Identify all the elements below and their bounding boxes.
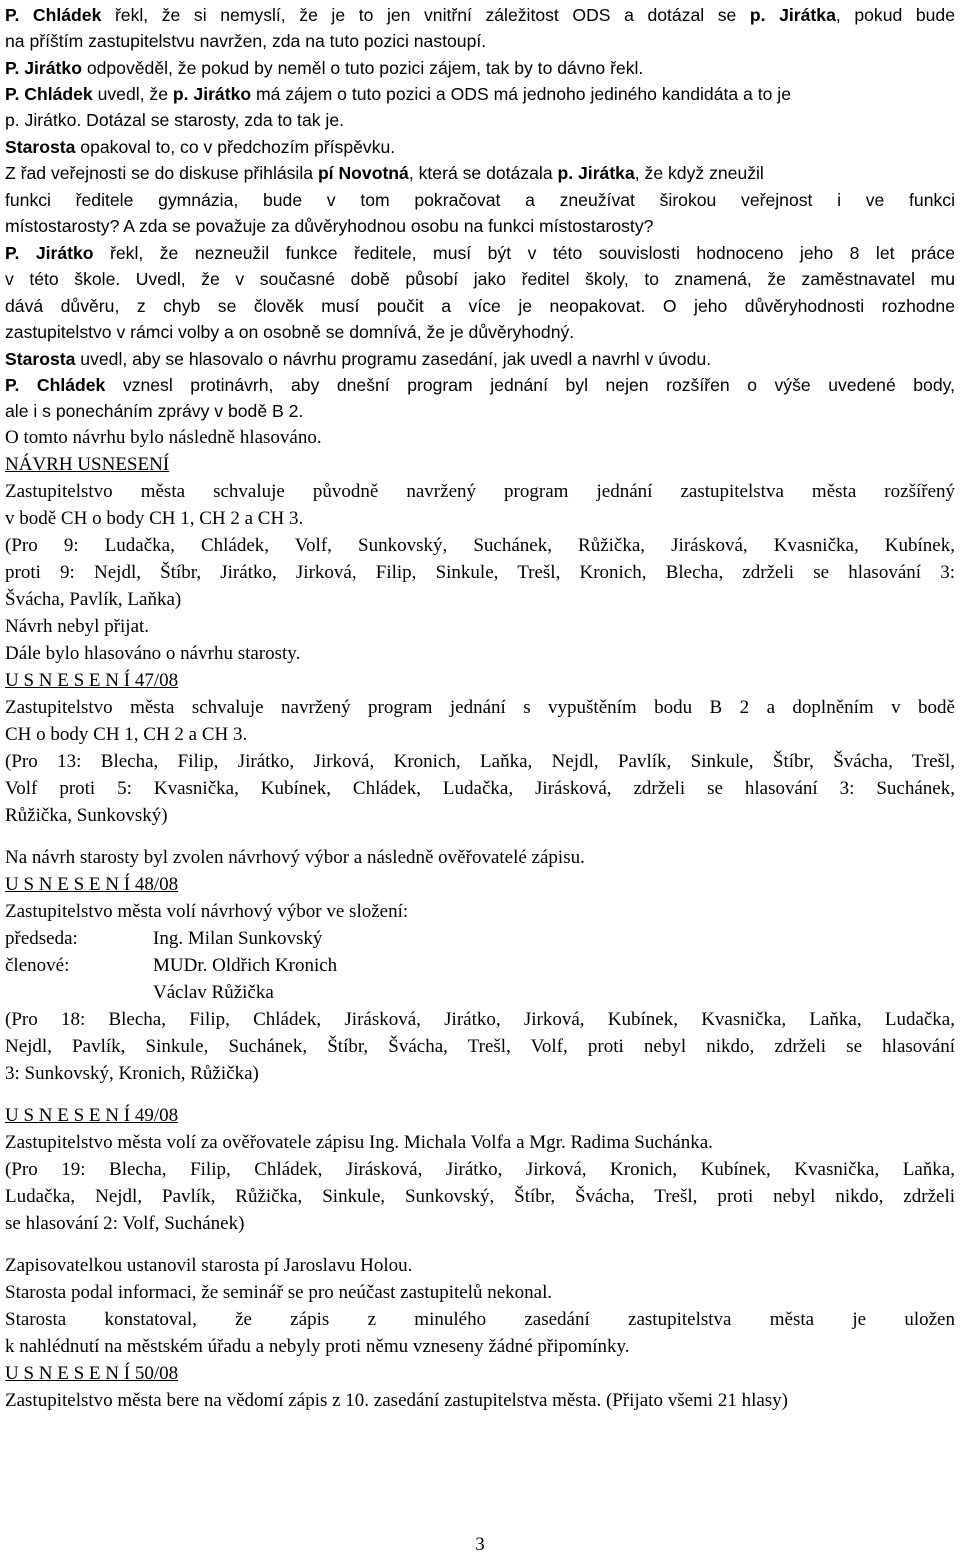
text-run: řekl, že si nemyslí, že je to jen vnitřní záležitost ODS a dotázal se <box>101 5 750 25</box>
text-line <box>5 1305 955 1335</box>
text-run: zastupitelstvo v rámci volby a on osobně se domnívá, že je důvěryhodný. <box>5 322 575 342</box>
text-run: Ludačka, Nejdl, Pavlík, Růžička, Sinkule, Sunkovský, Štíbr, Švácha, Trešl, proti nebyl nikdo, zdrželi <box>5 1186 955 1207</box>
text-line <box>5 317 955 347</box>
text-line <box>5 1359 955 1389</box>
text-run: Švácha, Pavlík, Laňka) <box>5 589 182 610</box>
text-run: Zastupitelstvo města schvaluje původně navržený program jednání zastupitelstva města rozšířený <box>5 481 955 502</box>
text-line <box>5 1155 955 1185</box>
text-run: dává důvěru, z chyb se člověk musí poučit a více je neopakovat. O jeho důvěryhodnosti rozhodne <box>5 296 955 316</box>
text-run: Volf proti 5: Kvasnička, Kubínek, Chládek, Ludačka, Jirásková, zdrželi se hlasování 3: Suchánek, <box>5 778 955 799</box>
text-run: Starosta podal informaci, že seminář se pro neúčast zastupitelů nekonal. <box>5 1282 553 1303</box>
text-line <box>5 1005 955 1035</box>
text-run: se hlasování 2: Volf, Suchánek) <box>5 1213 245 1234</box>
text-line <box>5 423 955 453</box>
text-line <box>5 105 955 135</box>
text-line <box>5 211 955 241</box>
text-line <box>5 477 955 507</box>
text-run: Návrh nebyl přijat. <box>5 616 150 637</box>
text-run: Zastupitelstvo města bere na vědomí zápis z 10. zasedání zastupitelstva města. (Přijato všemi 21 hlasy) <box>5 1390 789 1411</box>
text-run: Nejdl, Pavlík, Sinkule, Suchánek, Štíbr, Švácha, Trešl, Volf, proti nebyl nikdo, zdrželi se hlasování <box>5 1036 955 1057</box>
text-line <box>5 924 955 954</box>
text-run: ale i s ponecháním zprávy v bodě B 2. <box>5 401 304 421</box>
text-line <box>5 158 955 188</box>
text-line <box>5 1101 955 1131</box>
text-run: MUDr. Oldřich Kronich <box>153 955 338 976</box>
text-run: v této škole. Uvedl, že v současné době působí jako ředitel školy, to znamená, že zaměstnavatel mu <box>5 269 955 289</box>
text-run: , že když zneužil <box>634 163 764 183</box>
text-line <box>5 870 955 900</box>
text-line <box>5 1128 955 1158</box>
text-line <box>5 666 955 696</box>
text-run: funkci ředitele gymnázia, bude v tom pokračovat a zneužívat širokou veřejnost i ve funkci <box>5 190 955 210</box>
bold-name: p. Jirátka <box>749 5 836 25</box>
text-run: (Pro 19: Blecha, Filip, Chládek, Jirásková, Jirátko, Jirková, Kronich, Kubínek, Kvasnička, Laňka, <box>5 1159 955 1180</box>
resolution-heading: U S N E S E N Í 49/08 <box>5 1105 179 1126</box>
text-line <box>5 1182 955 1212</box>
text-run: Z řad veřejnosti se do diskuse přihlásila <box>5 163 318 183</box>
text-run: uvedl, aby se hlasovalo o návrhu programu zasedání, jak uvedl a navrhl v úvodu. <box>75 349 712 369</box>
text-line <box>5 1278 955 1308</box>
text-line <box>5 1209 955 1239</box>
text-run: uvedl, že <box>92 84 173 104</box>
text-line <box>5 747 955 777</box>
text-line <box>5 843 955 873</box>
text-run: na příštím zastupitelstvu navržen, zda na tuto pozici nastoupí. <box>5 31 487 51</box>
bold-name: p. Jirátko <box>172 84 252 104</box>
text-line <box>5 693 955 723</box>
text-line <box>5 612 955 642</box>
text-run: Zastupitelstvo města volí za ověřovatele zápisu Ing. Michala Volfa a Mgr. Radima Suchánka. <box>5 1132 713 1153</box>
text-run: Dále bylo hlasováno o návrhu starosty. <box>5 643 301 664</box>
text-line <box>5 558 955 588</box>
text-run: předseda: <box>5 928 78 949</box>
bold-name: Starosta <box>5 349 76 369</box>
text-run: v bodě CH o body CH 1, CH 2 a CH 3. <box>5 508 304 529</box>
text-run: Zastupitelstvo města schvaluje navržený program jednání s vypuštěním bodu B 2 a doplněním v bodě <box>5 697 955 718</box>
text-run: (Pro 13: Blecha, Filip, Jirátko, Jirková, Kronich, Laňka, Nejdl, Pavlík, Sinkule, Štíbr, Švácha, Trešl, <box>5 751 955 772</box>
text-run: má zájem o tuto pozici a ODS má jednoho jediného kandidáta a to je <box>251 84 791 104</box>
text-run: Ing. Milan Sunkovský <box>153 928 323 949</box>
text-line <box>5 396 955 426</box>
text-run: 3: Sunkovský, Kronich, Růžička) <box>5 1063 259 1084</box>
text-line <box>5 504 955 534</box>
text-line <box>5 951 955 981</box>
text-run: opakoval to, co v předchozím příspěvku. <box>75 137 396 157</box>
text-run: Zapisovatelkou ustanovil starosta pí Jaroslavu Holou. <box>5 1255 413 1276</box>
text-run: Růžička, Sunkovský) <box>5 805 168 826</box>
text-run: CH o body CH 1, CH 2 a CH 3. <box>5 724 248 745</box>
text-line <box>5 1386 955 1416</box>
text-line <box>5 26 955 56</box>
text-run: Na návrh starosty byl zvolen návrhový výbor a následně ověřovatelé zápisu. <box>5 847 585 868</box>
text-run: vznesl protinávrh, aby dnešní program jednání byl nejen rozšířen o výše uvedené body, <box>105 375 955 395</box>
resolution-heading: U S N E S E N Í 50/08 <box>5 1363 179 1384</box>
bold-name: p. Jirátka <box>557 163 635 183</box>
text-run: odpověděl, že pokud by neměl o tuto pozici zájem, tak by to dávno řekl. <box>81 58 644 78</box>
text-run: (Pro 9: Ludačka, Chládek, Volf, Sunkovský, Suchánek, Růžička, Jirásková, Kvasnička, Kubínek, <box>5 535 955 556</box>
text-run: proti 9: Nejdl, Štíbr, Jirátko, Jirková, Filip, Sinkule, Trešl, Kronich, Blecha, zdrželi se hlasování 3: <box>5 562 955 583</box>
text-run: O tomto návrhu bylo následně hlasováno. <box>5 427 322 448</box>
text-line <box>5 801 955 831</box>
text-run: Starosta konstatoval, že zápis z minulého zasedání zastupitelstva města je uložen <box>5 1309 955 1330</box>
text-line <box>5 1332 955 1362</box>
text-line <box>5 1059 955 1089</box>
text-line <box>5 720 955 750</box>
text-line <box>5 1251 955 1281</box>
bold-name: pí Novotná <box>317 163 409 183</box>
text-line <box>5 585 955 615</box>
bold-name: P. Jirátko <box>5 243 94 263</box>
text-run: Dotázal se starosty, zda to tak je. <box>81 110 345 130</box>
text-run: (Pro 18: Blecha, Filip, Chládek, Jirásková, Jirátko, Jirková, Kubínek, Kvasnička, Laňka, Ludačka, <box>5 1009 955 1030</box>
text-run: Václav Růžička <box>153 982 274 1003</box>
resolution-heading: U S N E S E N Í 47/08 <box>5 670 179 691</box>
page-number: 3 <box>475 1534 485 1555</box>
text-line <box>5 450 955 480</box>
resolution-heading: NÁVRH USNESENÍ <box>5 454 170 475</box>
bold-name: P. Chládek <box>5 5 102 25</box>
text-run: členové: <box>5 955 70 976</box>
text-line <box>5 978 955 1008</box>
text-line <box>5 639 955 669</box>
text-run: k nahlédnutí na městském úřadu a nebyly proti němu vzneseny žádné připomínky. <box>5 1336 630 1357</box>
bold-name: P. Chládek <box>5 84 93 104</box>
text-line <box>5 897 955 927</box>
text-line <box>5 774 955 804</box>
text-run: , pokud bude <box>835 5 955 25</box>
text-run: p. Jirátko. <box>5 110 82 130</box>
bold-name: P. Chládek <box>5 375 106 395</box>
text-line <box>5 264 955 294</box>
bold-name: Starosta <box>5 137 76 157</box>
text-run: řekl, že nezneužil funkce ředitele, musí být v této souvislosti hodnoceno jeho 8 let práce <box>93 243 955 263</box>
text-run: Zastupitelstvo města volí návrhový výbor ve složení: <box>5 901 409 922</box>
text-run: , která se dotázala <box>408 163 558 183</box>
text-line <box>5 531 955 561</box>
resolution-heading: U S N E S E N Í 48/08 <box>5 874 179 895</box>
text-run: místostarosty? A zda se považuje za důvěryhodnou osobu na funkci místostarosty? <box>5 216 654 236</box>
text-line <box>5 1032 955 1062</box>
bold-name: P. Jirátko <box>5 58 82 78</box>
